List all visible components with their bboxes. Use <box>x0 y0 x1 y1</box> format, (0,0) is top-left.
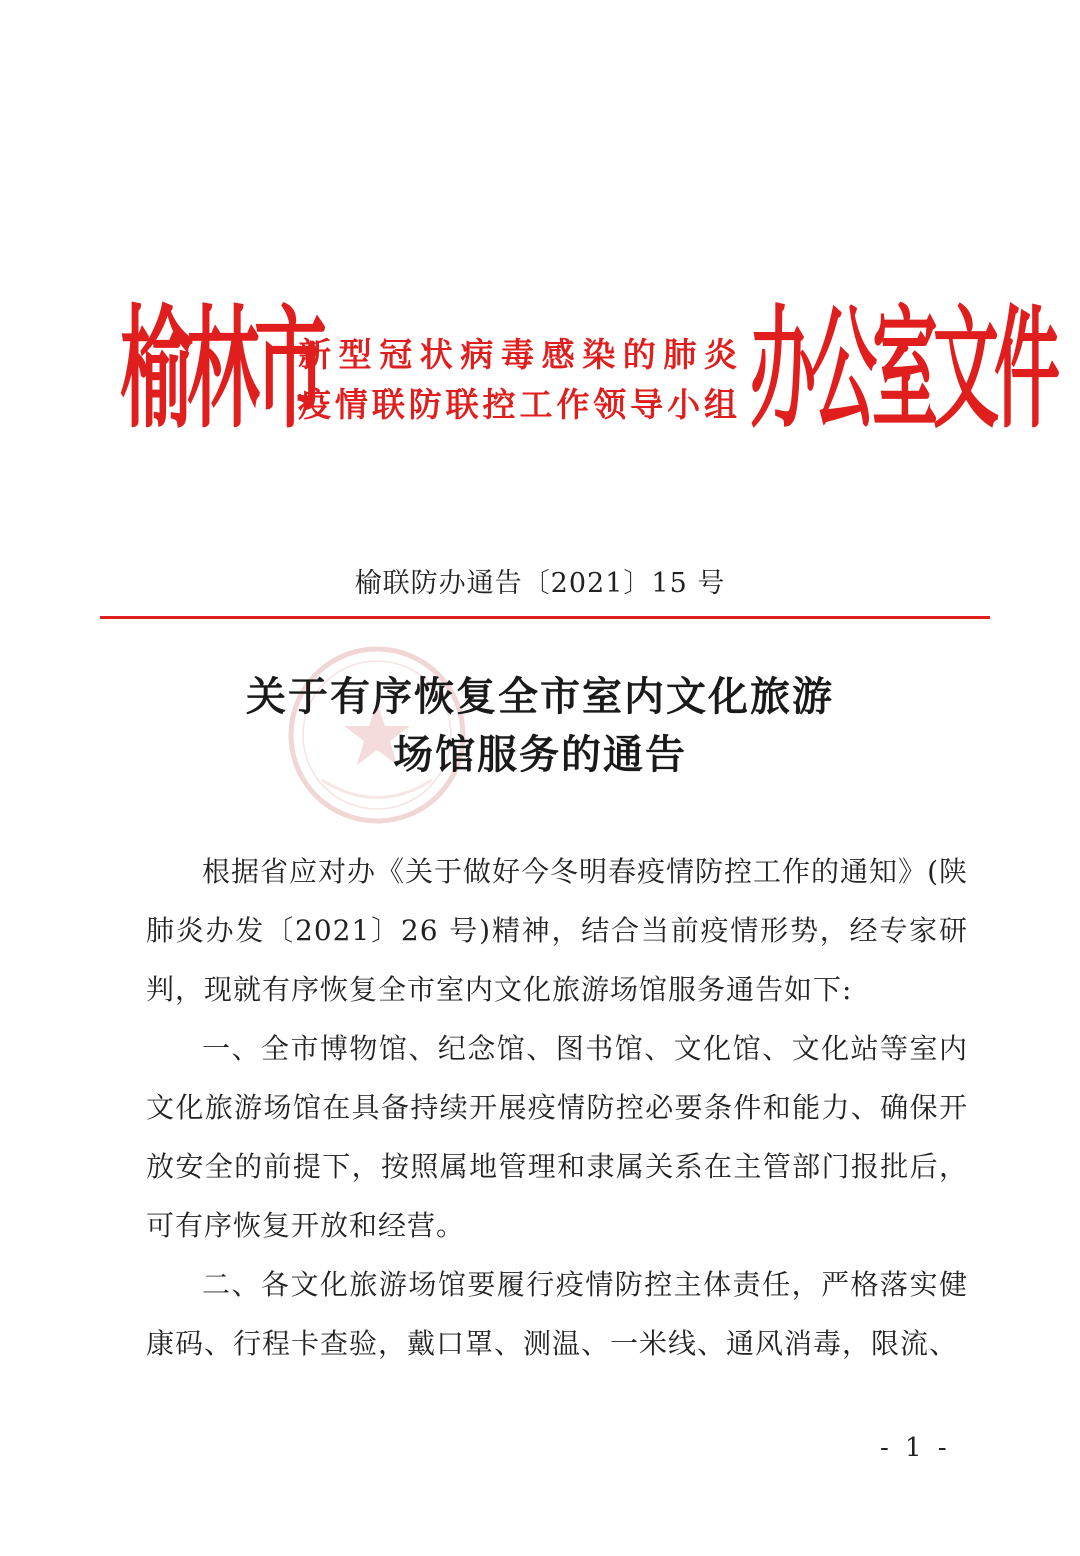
paragraph-preamble: 根据省应对办《关于做好今冬明春疫情防控工作的通知》(陕肺炎办发〔2021〕26 号)精神，结合当前疫情形势，经专家研判，现就有序恢复全市室内文化旅游场馆服务通告如下: <box>146 855 968 1006</box>
notice-body <box>146 842 968 1373</box>
paragraph-item-1: 一、全市博物馆、纪念馆、图书馆、文化馆、文化站等室内文化旅游场馆在具备持续开展疫情防控必要条件和能力、确保开放安全的前提下，按照属地管理和隶属关系在主管部门报批后，可有序恢复开放和经营。 <box>146 1032 968 1242</box>
notice-title-line-1: 关于有序恢复全市室内文化旅游 <box>246 673 834 720</box>
paragraph-item-2: 二、各文化旅游场馆要履行疫情防控主体责任，严格落实健康码、行程卡查验，戴口罩、测温、一米线、通风消毒，限流、 <box>146 1268 968 1360</box>
header-org-line-1: 新型冠状病毒感染的肺炎 <box>298 335 738 374</box>
notice-title-line-2: 场馆服务的通告 <box>393 731 687 778</box>
document-number: 榆联防办通告〔2021〕15 号 <box>354 568 726 599</box>
header-city: 榆林市 <box>120 293 322 447</box>
header-suffix: 办公室文件 <box>750 293 1055 447</box>
header-organization <box>298 330 738 430</box>
red-header <box>120 293 1055 447</box>
red-divider-line <box>100 616 990 619</box>
notice-title <box>0 668 1080 784</box>
page-number: - 1 - <box>880 1433 951 1463</box>
header-org-line-2: 疫情联防联控工作领导小组 <box>298 385 738 424</box>
